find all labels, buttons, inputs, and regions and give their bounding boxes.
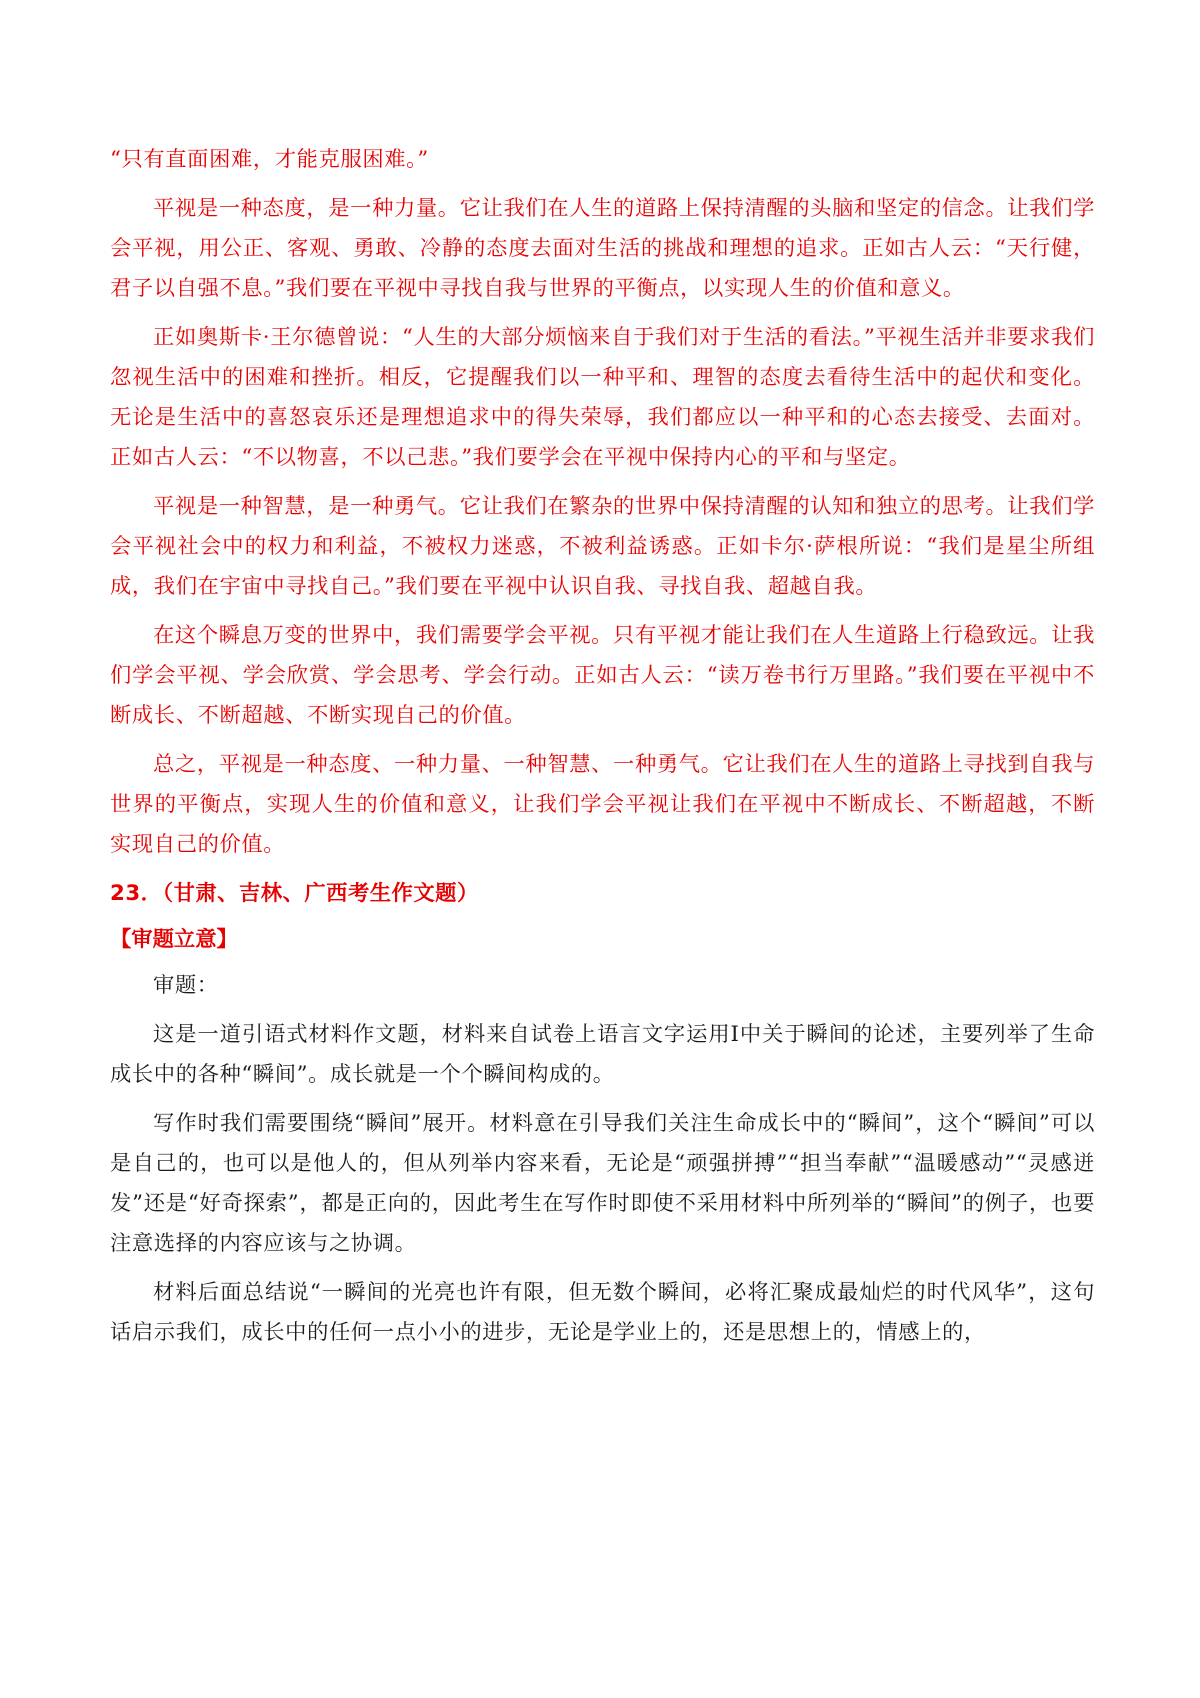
essay-paragraph-4: 在这个瞬息万变的世界中，我们需要学会平视。只有平视才能让我们在人生道路上行稳致远。让我们学会平视、学会欣赏、学会思考、学会行动。正如古人云：“读万卷书行万里路。”我们要在平视中不断成长、不断超越、不断实现自己的价值。	[110, 623, 1095, 728]
section-tag-analysis: 【审题立意】	[110, 927, 238, 952]
document-page	[110, 140, 1095, 1362]
essay-paragraph-3: 平视是一种智慧，是一种勇气。它让我们在繁杂的世界中保持清醒的认知和独立的思考。让我们学会平视社会中的权力和利益，不被权力迷惑，不被利益诱惑。正如卡尔·萨根所说：“我们是星尘所组成，我们在宇宙中寻找自己。”我们要在平视中认识自我、寻找自我、超越自我。	[110, 494, 1095, 599]
essay-paragraph-5: 总之，平视是一种态度、一种力量、一种智慧、一种勇气。它让我们在人生的道路上寻找到自我与世界的平衡点，实现人生的价值和意义，让我们学会平视让我们在平视中不断成长、不断超越，不断实现自己的价值。	[110, 752, 1095, 857]
analysis-paragraph-3: 材料后面总结说“一瞬间的光亮也许有限，但无数个瞬间，必将汇聚成最灿烂的时代风华”，这句话启示我们，成长中的任何一点小小的进步，无论是学业上的，还是思想上的，情感上的，	[110, 1280, 1095, 1345]
analysis-label: 审题：	[153, 973, 219, 998]
essay-paragraph-2: 正如奥斯卡·王尔德曾说：“人生的大部分烦恼来自于我们对于生活的看法。”平视生活并非要求我们忽视生活中的困难和挫折。相反，它提醒我们以一种平和、理智的态度去看待生活中的起伏和变化。无论是生活中的喜怒哀乐还是理想追求中的得失荣辱，我们都应以一种平和的心态去接受、去面对。正如古人云：“不以物喜，不以己悲。”我们要学会在平视中保持内心的平和与坚定。	[110, 325, 1095, 470]
essay-paragraph-1: 平视是一种态度，是一种力量。它让我们在人生的道路上保持清醒的头脑和坚定的信念。让我们学会平视，用公正、客观、勇敢、冷静的态度去面对生活的挑战和理想的追求。正如古人云：“天行健，君子以自强不息。”我们要在平视中寻找自我与世界的平衡点，以实现人生的价值和意义。	[110, 196, 1095, 301]
analysis-paragraph-1: 这是一道引语式材料作文题，材料来自试卷上语言文字运用Ⅰ中关于瞬间的论述，主要列举了生命成长中的各种“瞬间”。成长就是一个个瞬间构成的。	[110, 1022, 1095, 1087]
question-heading: 23．（甘肃、吉林、广西考生作文题）	[110, 881, 479, 906]
analysis-paragraph-2: 写作时我们需要围绕“瞬间”展开。材料意在引导我们关注生命成长中的“瞬间”，这个“瞬间”可以是自己的，也可以是他人的，但从列举内容来看，无论是“顽强拼搏”“担当奉献”“温暖感动”“灵感迸发”还是“好奇探索”，都是正向的，因此考生在写作时即使不采用材料中所列举的“瞬间”的例子，也要注意选择的内容应该与之协调。	[110, 1111, 1095, 1256]
essay-quote-line: “只有直面困难，才能克服困难。”	[110, 147, 429, 172]
